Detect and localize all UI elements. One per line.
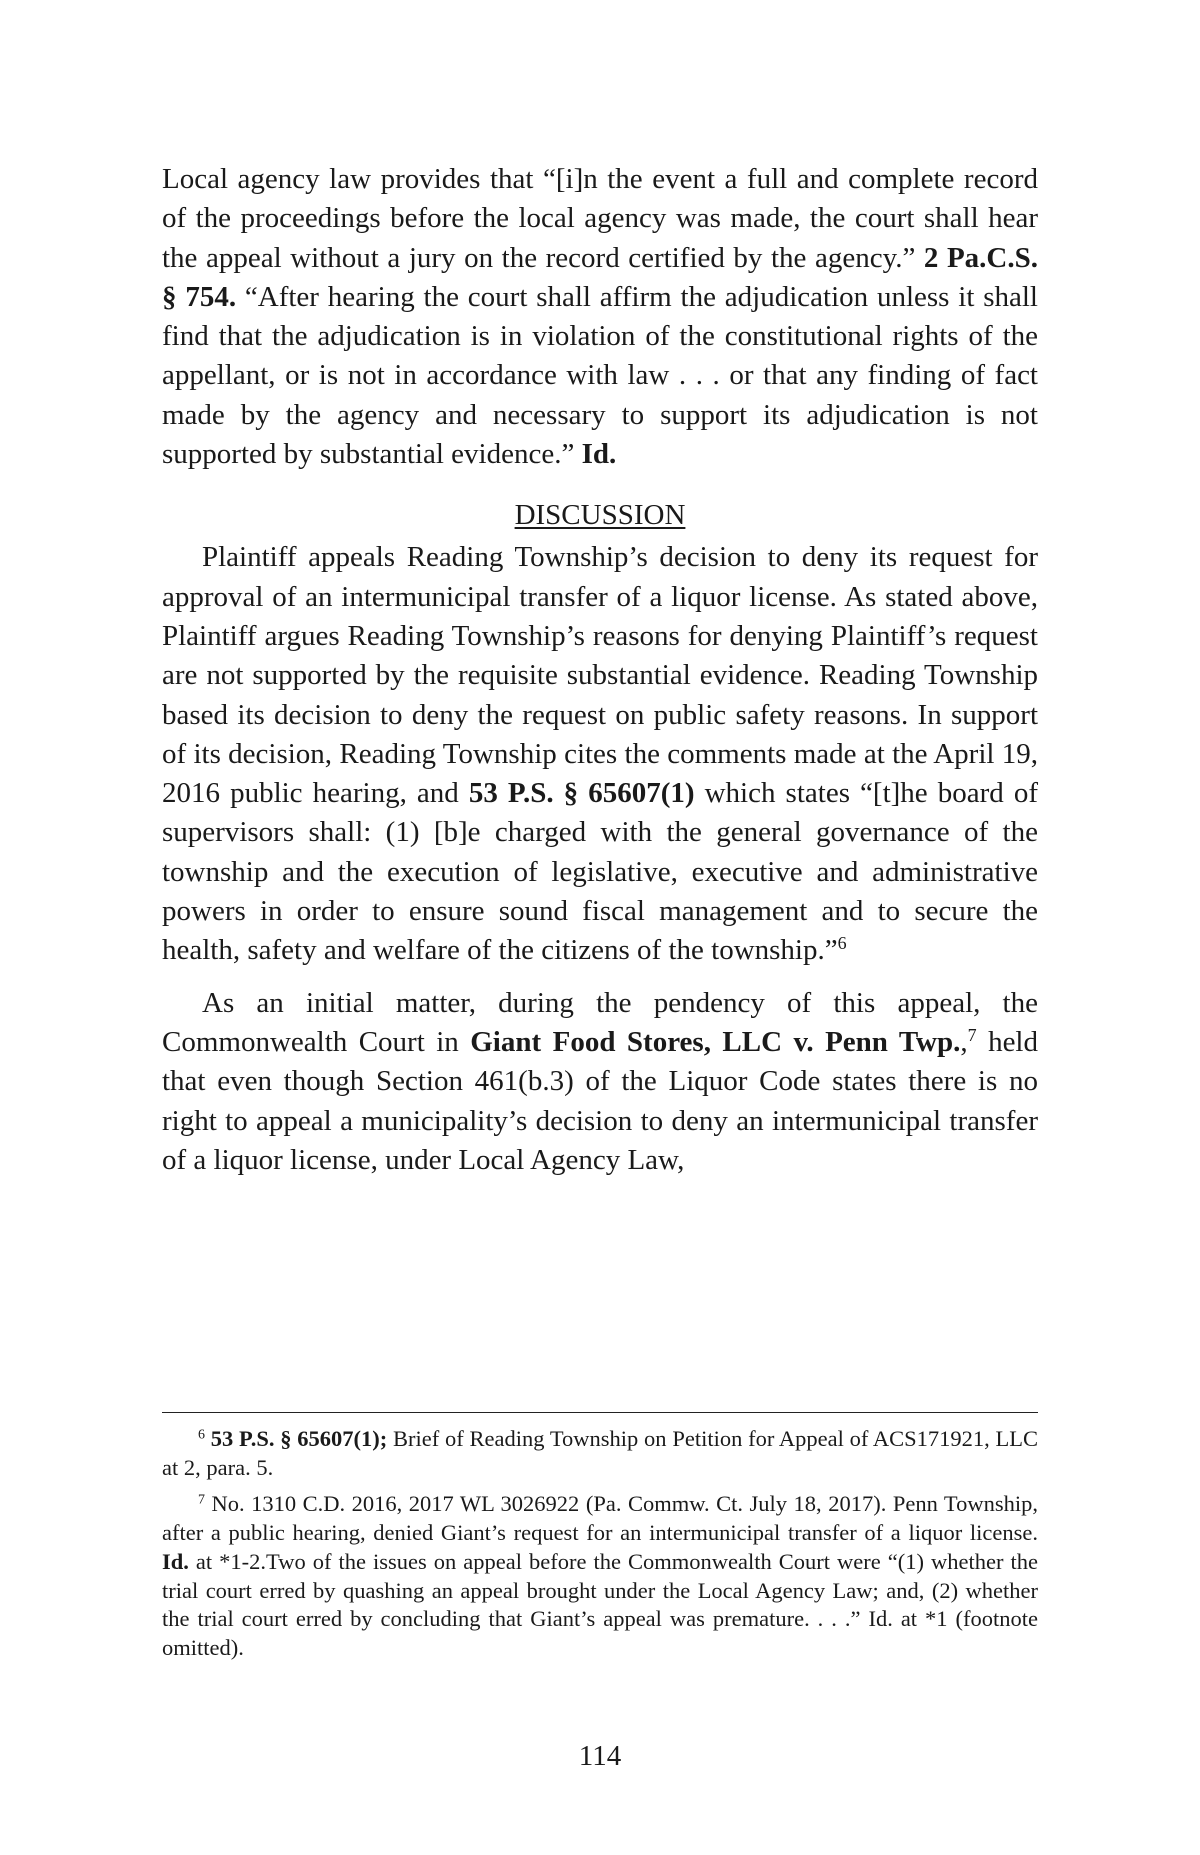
footnote-6: $^6$ 53 P.S. § 65607(1); Brief of Reading Township on Petition for Appeal of ACS171921, LLC at 2, para. 5.	[162, 1426, 1039, 1480]
case-citation: Giant Food Stores, LLC v. Penn Twp.	[470, 1025, 961, 1058]
citation-id: Id.	[162, 1548, 189, 1574]
footnote-divider	[162, 1412, 1038, 1413]
main-text	[162, 160, 1038, 1180]
citation: 2 Pa.C.S. § 754.	[162, 241, 1038, 313]
paragraph-plaintiff-appeal: Plaintiff appeals Reading Township’s decision to deny its request for approval of an intermunicipal transfer of a liquor license. As stated above, Plaintiff argues Reading Township’s reasons for denying Plaintiff’s request are not supported by the requisite substantial evidence. Reading Township based its decision to deny the request on public safety reasons. In support of its decision, Reading Township cites the comments made at the April 19, 2016 public hearing, and 53 P.S. § 65607(1) which states “[t]he board of supervisors shall: (1) [b]e charged with the general governance of the township and the execution of legislative, executive and administrative powers in order to ensure sound fiscal management and to secure the health, safety and welfare of the citizens of the township.”$^6$	[162, 541, 1038, 967]
page-number: 114	[578, 1740, 622, 1772]
citation: 53 P.S. § 65607(1)	[468, 777, 695, 810]
footnote-number: 7	[198, 1492, 205, 1508]
citation-id: Id.	[581, 438, 617, 471]
footnote-7: $^7$ No. 1310 C.D. 2016, 2017 WL 3026922 (Pa. Commw. Ct. July 18, 2017). Penn Township, after a public hearing, denied Giant’s request for an intermunicipal transfer of a liquor license. Id. at *1-2.Two of the issues on appeal before the Commonwealth Court were “(1) whether the trial court erred by quashing an appeal brought under the Local Agency Law; and, (2) whether the trial court erred by concluding that Giant’s appeal was premature. . . .” Id. at *1 (footnote omitted).	[162, 1491, 1038, 1660]
paragraph-standard-of-review: Local agency law provides that “[i]n the event a full and complete record of the proceedings before the local agency was made, the court shall hear the appeal without a jury on the record certified by the agency.” 2 Pa.C.S. § 754. “After hearing the court shall affirm the adjudication unless it shall find that the adjudication is in violation of the constitutional rights of the appellant, or is not in accordance with law . . . or that any finding of fact made by the agency and necessary to support its adjudication is not supported by substantial evidence.” Id.	[162, 163, 1038, 471]
citation: 53 P.S. § 65607(1);	[210, 1426, 388, 1451]
section-heading-discussion: DISCUSSION	[514, 499, 686, 532]
footnote-marker-7[interactable]: 7	[967, 1025, 977, 1046]
footnotes	[162, 1425, 1038, 1663]
footnote-marker-6[interactable]: 6	[837, 933, 847, 954]
paragraph-initial-matter: As an initial matter, during the pendency of this appeal, the Commonwealth Court in Giant Food Stores, LLC v. Penn Twp.,$^7$ held that even though Section 461(b.3) of the Liquor Code states there is no right to appeal a municipality’s decision to deny an intermunicipal transfer of a liquor license, under Local Agency Law,	[162, 986, 1038, 1176]
footnote-number: 6	[198, 1427, 205, 1443]
